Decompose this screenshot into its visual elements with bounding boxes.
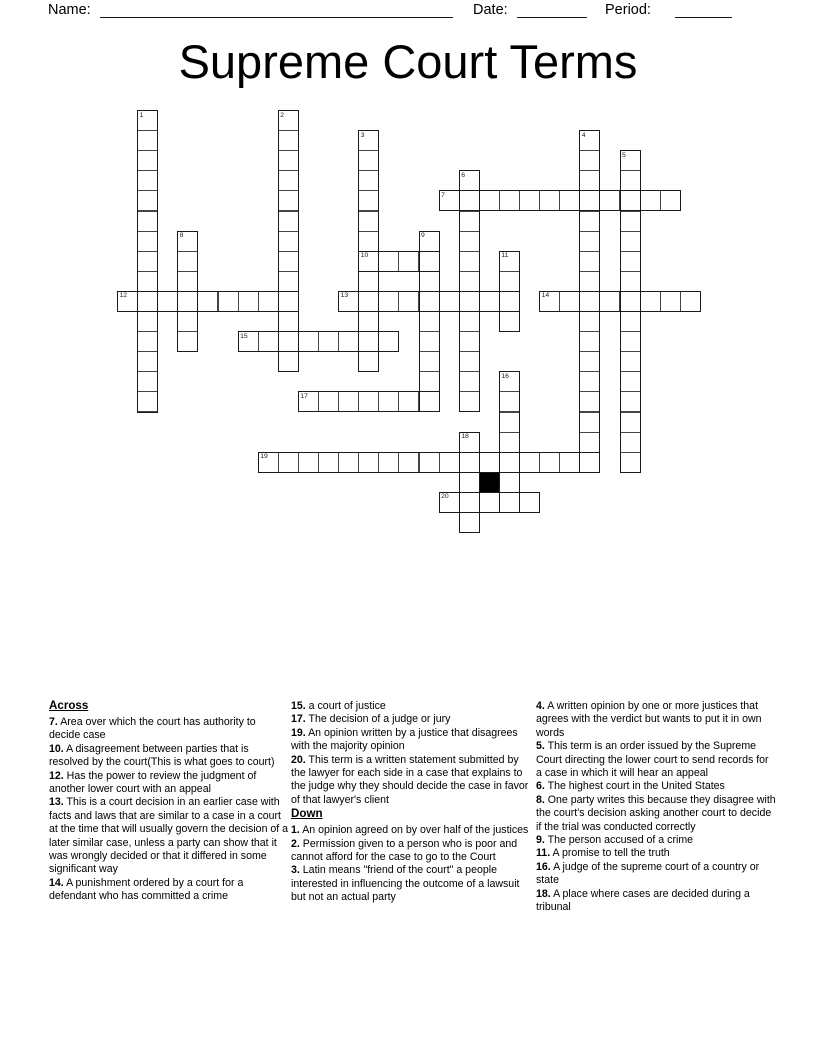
grid-cell-r12c15[interactable] xyxy=(419,351,440,372)
cell-number-18: 18 xyxy=(461,433,469,441)
clue-across-17 xyxy=(291,713,531,726)
grid-cell-r17c11[interactable] xyxy=(338,452,359,473)
grid-cell-r8c12[interactable] xyxy=(358,271,379,292)
clue-text: A judge of the supreme court of a country or state xyxy=(536,860,760,887)
grid-cell-r18c17[interactable] xyxy=(459,472,480,493)
cell-number-20: 20 xyxy=(441,493,449,501)
cell-number-3: 3 xyxy=(360,131,365,139)
clue-number: 19. xyxy=(291,726,306,739)
grid-cell-r10c1[interactable] xyxy=(137,311,158,332)
grid-cell-r9c13[interactable] xyxy=(378,291,399,312)
grid-cell-r14c12[interactable] xyxy=(358,391,379,412)
clue-number: 6. xyxy=(536,780,545,793)
grid-cell-r4c21[interactable] xyxy=(539,190,560,211)
grid-cell-r14c1[interactable] xyxy=(137,391,158,412)
clue-text: Latin means "friend of the court" a people interested in influencing the outcome of a lawsuit but not an actual party xyxy=(291,864,520,904)
grid-cell-r17c7[interactable] xyxy=(258,452,279,473)
grid-cell-r4c19[interactable] xyxy=(499,190,520,211)
grid-cell-r1c8[interactable] xyxy=(278,130,299,151)
cell-number-8: 8 xyxy=(179,232,184,240)
clue-number: 4. xyxy=(536,700,545,712)
grid-cell-r5c25[interactable] xyxy=(620,211,641,232)
grid-cell-r10c15[interactable] xyxy=(419,311,440,332)
clue-number: 3. xyxy=(291,864,300,877)
grid-cell-r6c15[interactable] xyxy=(419,231,440,252)
grid-cell-r17c22[interactable] xyxy=(559,452,580,473)
grid-cell-r9c28[interactable] xyxy=(680,291,701,312)
grid-cell-r14c23[interactable] xyxy=(579,391,600,412)
clue-text: An opinion agreed on by over half of the justices xyxy=(299,824,529,837)
grid-cell-r17c10[interactable] xyxy=(318,452,339,473)
clue-text: The highest court in the United States xyxy=(544,780,725,793)
clue-column-3 xyxy=(536,700,776,915)
grid-cell-r9c11[interactable] xyxy=(338,291,359,312)
grid-cell-r16c23[interactable] xyxy=(579,432,600,453)
grid-cell-r8c8[interactable] xyxy=(278,271,299,292)
grid-cell-r19c19[interactable] xyxy=(499,492,520,513)
grid-cell-r4c22[interactable] xyxy=(559,190,580,211)
clue-text: The person accused of a crime xyxy=(544,834,694,847)
grid-cell-r7c13[interactable] xyxy=(378,251,399,272)
grid-cell-r17c25[interactable] xyxy=(620,452,641,473)
grid-cell-r7c12[interactable] xyxy=(358,251,379,272)
clue-column-1 xyxy=(49,699,289,904)
grid-cell-r4c25[interactable] xyxy=(620,190,641,211)
grid-cell-r10c8[interactable] xyxy=(278,311,299,332)
clue-across-13 xyxy=(49,796,289,876)
cell-number-10: 10 xyxy=(360,252,369,260)
name-label: Name: xyxy=(48,2,91,18)
grid-cell-r7c14[interactable] xyxy=(398,251,419,272)
grid-cell-r3c12[interactable] xyxy=(358,170,379,191)
grid-cell-r4c16[interactable] xyxy=(439,190,460,211)
grid-cell-r9c1[interactable] xyxy=(137,291,158,312)
grid-cell-r6c3[interactable] xyxy=(177,231,198,252)
grid-cell-r7c1[interactable] xyxy=(137,251,158,272)
grid-cell-r9c15[interactable] xyxy=(419,291,440,312)
grid-cell-r1c1[interactable] xyxy=(137,130,158,151)
grid-cell-r11c7[interactable] xyxy=(258,331,279,352)
grid-cell-r15c19[interactable] xyxy=(499,412,520,433)
grid-cell-r17c23[interactable] xyxy=(579,452,600,473)
clue-text: This term is an order issued by the Supreme Court directing the lower court to send records for a case in which it will hear an appeal xyxy=(536,740,769,780)
clue-header-down: Down xyxy=(291,807,323,821)
grid-cell-r9c4[interactable] xyxy=(197,291,218,312)
clue-down-5 xyxy=(536,740,776,780)
cell-number-2: 2 xyxy=(280,111,285,119)
grid-cell-r6c1[interactable] xyxy=(137,231,158,252)
grid-cell-r14c11[interactable] xyxy=(338,391,359,412)
black-cell-r18c18 xyxy=(479,472,500,493)
cell-number-6: 6 xyxy=(461,171,465,179)
grid-cell-r4c20[interactable] xyxy=(519,190,540,211)
grid-cell-r8c15[interactable] xyxy=(419,271,440,292)
grid-cell-r9c14[interactable] xyxy=(398,291,419,312)
grid-cell-r17c17[interactable] xyxy=(459,452,480,473)
grid-cell-r14c15[interactable] xyxy=(419,391,440,412)
grid-cell-r11c8[interactable] xyxy=(278,331,299,352)
grid-cell-r11c6[interactable] xyxy=(238,331,259,352)
clue-number: 16. xyxy=(536,860,551,873)
grid-cell-r11c13[interactable] xyxy=(378,331,399,352)
crossword-grid xyxy=(117,110,700,532)
grid-cell-r11c11[interactable] xyxy=(338,331,359,352)
grid-cell-r11c9[interactable] xyxy=(298,331,319,352)
grid-cell-r17c15[interactable] xyxy=(419,452,440,473)
cell-number-19: 19 xyxy=(260,453,268,461)
clue-number: 20. xyxy=(291,753,306,766)
grid-cell-r13c17[interactable] xyxy=(459,371,480,392)
grid-cell-r16c25[interactable] xyxy=(620,432,641,453)
grid-cell-r4c17[interactable] xyxy=(459,190,480,211)
grid-cell-r11c17[interactable] xyxy=(459,331,480,352)
grid-cell-r13c23[interactable] xyxy=(579,371,600,392)
grid-cell-r11c23[interactable] xyxy=(579,331,600,352)
cell-number-7: 7 xyxy=(441,191,445,199)
grid-cell-r3c25[interactable] xyxy=(620,170,641,191)
grid-cell-r19c17[interactable] xyxy=(459,492,480,513)
grid-cell-r5c17[interactable] xyxy=(459,211,480,232)
clue-across-7 xyxy=(49,716,289,743)
clue-across-14 xyxy=(49,877,289,904)
grid-cell-r11c12[interactable] xyxy=(358,331,379,352)
grid-cell-r19c20[interactable] xyxy=(519,492,540,513)
grid-cell-r5c12[interactable] xyxy=(358,211,379,232)
grid-cell-r9c5[interactable] xyxy=(218,291,239,312)
grid-cell-r12c17[interactable] xyxy=(459,351,480,372)
clue-down-11 xyxy=(536,847,776,860)
grid-cell-r6c8[interactable] xyxy=(278,231,299,252)
grid-cell-r4c27[interactable] xyxy=(660,190,681,211)
grid-cell-r13c19[interactable] xyxy=(499,371,520,392)
grid-cell-r9c23[interactable] xyxy=(579,291,600,312)
grid-cell-r6c12[interactable] xyxy=(358,231,379,252)
clue-across-15 xyxy=(291,700,531,713)
grid-cell-r10c17[interactable] xyxy=(459,311,480,332)
grid-cell-r10c25[interactable] xyxy=(620,311,641,332)
grid-cell-r17c12[interactable] xyxy=(358,452,379,473)
clue-text: Area over which the court has authority to decide case xyxy=(49,715,256,742)
grid-cell-r7c15[interactable] xyxy=(419,251,440,272)
grid-cell-r9c2[interactable] xyxy=(157,291,178,312)
grid-cell-r14c25[interactable] xyxy=(620,391,641,412)
clue-text: a court of justice xyxy=(305,700,386,712)
clue-number: 8. xyxy=(536,793,545,806)
cell-number-16: 16 xyxy=(501,372,509,380)
cell-number-14: 14 xyxy=(541,292,550,300)
grid-cell-r17c13[interactable] xyxy=(378,452,399,473)
grid-cell-r9c24[interactable] xyxy=(599,291,620,312)
grid-cell-r1c12[interactable] xyxy=(358,130,379,151)
cell-number-9: 9 xyxy=(421,232,425,240)
grid-cell-r2c23[interactable] xyxy=(579,150,600,171)
clue-number: 11. xyxy=(536,847,551,860)
grid-cell-r9c7[interactable] xyxy=(258,291,279,312)
grid-cell-r9c16[interactable] xyxy=(439,291,460,312)
grid-cell-r9c8[interactable] xyxy=(278,291,299,312)
grid-cell-r13c25[interactable] xyxy=(620,371,641,392)
grid-cell-r9c22[interactable] xyxy=(559,291,580,312)
name-blank-line[interactable] xyxy=(100,17,453,18)
grid-cell-r11c10[interactable] xyxy=(318,331,339,352)
grid-cell-r9c6[interactable] xyxy=(238,291,259,312)
clue-number: 13. xyxy=(49,796,64,809)
grid-cell-r4c24[interactable] xyxy=(599,190,620,211)
clue-text: The decision of a judge or jury xyxy=(305,713,451,726)
cell-number-4: 4 xyxy=(581,131,586,139)
grid-cell-r10c12[interactable] xyxy=(358,311,379,332)
clue-text: A promise to tell the truth xyxy=(550,847,670,860)
clue-down-18 xyxy=(536,888,776,915)
grid-cell-r7c17[interactable] xyxy=(459,251,480,272)
grid-cell-r3c17[interactable] xyxy=(459,170,480,191)
clue-header-across: Across xyxy=(49,699,89,712)
clue-across-10 xyxy=(49,743,289,770)
grid-cell-r17c20[interactable] xyxy=(519,452,540,473)
grid-cell-r3c8[interactable] xyxy=(278,170,299,191)
cell-number-13: 13 xyxy=(340,292,349,300)
grid-cell-r19c16[interactable] xyxy=(439,492,460,513)
clue-text: Has the power to review the judgment of another lower court with an appeal xyxy=(49,769,257,795)
clue-number: 9. xyxy=(536,834,545,847)
clue-number: 1. xyxy=(291,824,300,837)
clue-down-8 xyxy=(536,794,776,834)
cell-number-1: 1 xyxy=(139,111,144,119)
grid-cell-r5c8[interactable] xyxy=(278,211,299,232)
grid-cell-r16c17[interactable] xyxy=(459,432,480,453)
grid-cell-r4c26[interactable] xyxy=(640,190,661,211)
grid-cell-r4c8[interactable] xyxy=(278,190,299,211)
grid-cell-r17c14[interactable] xyxy=(398,452,419,473)
grid-cell-r0c1[interactable] xyxy=(137,110,158,131)
clue-across-19 xyxy=(291,727,531,754)
grid-cell-r4c18[interactable] xyxy=(479,190,500,211)
clue-number: 15. xyxy=(291,700,306,712)
cell-number-17: 17 xyxy=(300,392,308,400)
grid-cell-r15c23[interactable] xyxy=(579,412,600,433)
grid-cell-r17c9[interactable] xyxy=(298,452,319,473)
grid-cell-r14c14[interactable] xyxy=(398,391,419,412)
clue-number: 5. xyxy=(536,740,545,753)
grid-cell-r5c23[interactable] xyxy=(579,211,600,232)
period-blank-line[interactable] xyxy=(675,17,732,18)
grid-cell-r20c17[interactable] xyxy=(459,512,480,533)
grid-cell-r4c12[interactable] xyxy=(358,190,379,211)
grid-cell-r5c1[interactable] xyxy=(137,211,158,232)
grid-cell-r8c1[interactable] xyxy=(137,271,158,292)
grid-cell-r4c23[interactable] xyxy=(579,190,600,211)
grid-cell-r9c19[interactable] xyxy=(499,291,520,312)
clue-down-9 xyxy=(536,834,776,847)
grid-cell-r12c25[interactable] xyxy=(620,351,641,372)
grid-cell-r17c19[interactable] xyxy=(499,452,520,473)
clue-number: 10. xyxy=(49,742,64,755)
grid-cell-r17c18[interactable] xyxy=(479,452,500,473)
grid-cell-r12c23[interactable] xyxy=(579,351,600,372)
grid-cell-r12c12[interactable] xyxy=(358,351,379,372)
clue-text: This term is a written statement submitted by the lawyer for each side in a case that explains to the judge why they should decide the case in favor of that lawyer's client xyxy=(291,753,529,806)
clue-down-16 xyxy=(536,861,776,888)
grid-cell-r14c9[interactable] xyxy=(298,391,319,412)
clue-down-6 xyxy=(536,780,776,793)
grid-cell-r9c21[interactable] xyxy=(539,291,560,312)
grid-cell-r19c18[interactable] xyxy=(479,492,500,513)
clue-column-2 xyxy=(291,700,531,905)
clue-number: 2. xyxy=(291,837,300,850)
clue-down-1 xyxy=(291,824,531,837)
grid-cell-r14c19[interactable] xyxy=(499,391,520,412)
grid-cell-r14c13[interactable] xyxy=(378,391,399,412)
clue-number: 17. xyxy=(291,713,306,726)
period-label: Period: xyxy=(605,2,651,18)
grid-cell-r17c16[interactable] xyxy=(439,452,460,473)
grid-cell-r10c3[interactable] xyxy=(177,311,198,332)
grid-cell-r8c19[interactable] xyxy=(499,271,520,292)
grid-cell-r11c3[interactable] xyxy=(177,331,198,352)
grid-cell-r3c23[interactable] xyxy=(579,170,600,191)
grid-cell-r8c17[interactable] xyxy=(459,271,480,292)
clue-number: 18. xyxy=(536,887,551,900)
clue-down-4 xyxy=(536,700,776,740)
grid-cell-r8c3[interactable] xyxy=(177,271,198,292)
grid-cell-r11c15[interactable] xyxy=(419,331,440,352)
clue-text: One party writes this because they disagree with the court's decision asking another court to decide if the trial was conducted correctly xyxy=(536,793,776,833)
clue-number: 12. xyxy=(49,769,64,782)
grid-cell-r9c26[interactable] xyxy=(640,291,661,312)
clue-text: A punishment ordered by a court for a defendant who has committed a crime xyxy=(49,876,244,903)
clue-down-2 xyxy=(291,838,531,865)
clue-text: An opinion written by a justice that disagrees with the majority opinion xyxy=(291,726,518,753)
grid-cell-r3c1[interactable] xyxy=(137,170,158,191)
grid-cell-r10c23[interactable] xyxy=(579,311,600,332)
grid-cell-r7c3[interactable] xyxy=(177,251,198,272)
grid-cell-r2c12[interactable] xyxy=(358,150,379,171)
grid-cell-r13c15[interactable] xyxy=(419,371,440,392)
clue-text: A place where cases are decided during a tribunal xyxy=(536,887,750,914)
grid-cell-r16c19[interactable] xyxy=(499,432,520,453)
grid-cell-r9c17[interactable] xyxy=(459,291,480,312)
grid-cell-r6c23[interactable] xyxy=(579,231,600,252)
grid-cell-r1c23[interactable] xyxy=(579,130,600,151)
clue-text: A written opinion by one or more justices that agrees with the verdict but wants to put it in own words xyxy=(536,700,762,739)
clue-number: 14. xyxy=(49,876,64,889)
grid-cell-r14c17[interactable] xyxy=(459,391,480,412)
grid-cell-r6c25[interactable] xyxy=(620,231,641,252)
grid-cell-r2c1[interactable] xyxy=(137,150,158,171)
grid-cell-r13c1[interactable] xyxy=(137,371,158,392)
grid-cell-r14c10[interactable] xyxy=(318,391,339,412)
grid-cell-r0c8[interactable] xyxy=(278,110,299,131)
grid-cell-r4c1[interactable] xyxy=(137,190,158,211)
grid-cell-r12c1[interactable] xyxy=(137,351,158,372)
date-blank-line[interactable] xyxy=(517,17,587,18)
clue-text: Permission given to a person who is poor and cannot afford for the case to go to the Court xyxy=(291,837,518,863)
cell-number-5: 5 xyxy=(622,151,626,159)
grid-cell-r7c8[interactable] xyxy=(278,251,299,272)
grid-cell-r17c8[interactable] xyxy=(278,452,299,473)
grid-cell-r6c17[interactable] xyxy=(459,231,480,252)
cell-number-11: 11 xyxy=(501,252,509,260)
grid-cell-r9c12[interactable] xyxy=(358,291,379,312)
grid-cell-r18c19[interactable] xyxy=(499,472,520,493)
grid-cell-r9c3[interactable] xyxy=(177,291,198,312)
clue-number: 7. xyxy=(49,715,58,728)
page-title: Supreme Court Terms xyxy=(178,35,638,88)
grid-cell-r9c25[interactable] xyxy=(620,291,641,312)
grid-cell-r17c21[interactable] xyxy=(539,452,560,473)
grid-cell-r11c1[interactable] xyxy=(137,331,158,352)
grid-cell-r7c19[interactable] xyxy=(499,251,520,272)
grid-cell-r12c8[interactable] xyxy=(278,351,299,372)
cell-number-15: 15 xyxy=(240,332,248,340)
grid-cell-r7c25[interactable] xyxy=(620,251,641,272)
grid-cell-r7c23[interactable] xyxy=(579,251,600,272)
grid-cell-r9c18[interactable] xyxy=(479,291,500,312)
grid-cell-r11c25[interactable] xyxy=(620,331,641,352)
clue-down-3 xyxy=(291,864,531,904)
grid-cell-r2c25[interactable] xyxy=(620,150,641,171)
clue-across-12 xyxy=(49,770,289,797)
grid-cell-r9c27[interactable] xyxy=(660,291,681,312)
clue-text: This is a court decision in an earlier case with facts and laws that are similar to a case in a court at the time that will usually govern the decision of a later similar case, unless a party can show that it was wrongly decided or that it differed in some significant way xyxy=(49,796,289,876)
grid-cell-r2c8[interactable] xyxy=(278,150,299,171)
grid-cell-r8c25[interactable] xyxy=(620,271,641,292)
grid-cell-r8c23[interactable] xyxy=(579,271,600,292)
grid-cell-r9c0[interactable] xyxy=(117,291,138,312)
grid-cell-r10c19[interactable] xyxy=(499,311,520,332)
date-label: Date: xyxy=(473,2,508,18)
clue-text: A disagreement between parties that is resolved by the court(This is what goes to court) xyxy=(49,742,275,769)
cell-number-12: 12 xyxy=(119,292,128,300)
clue-across-20 xyxy=(291,754,531,808)
grid-cell-r15c25[interactable] xyxy=(620,412,641,433)
